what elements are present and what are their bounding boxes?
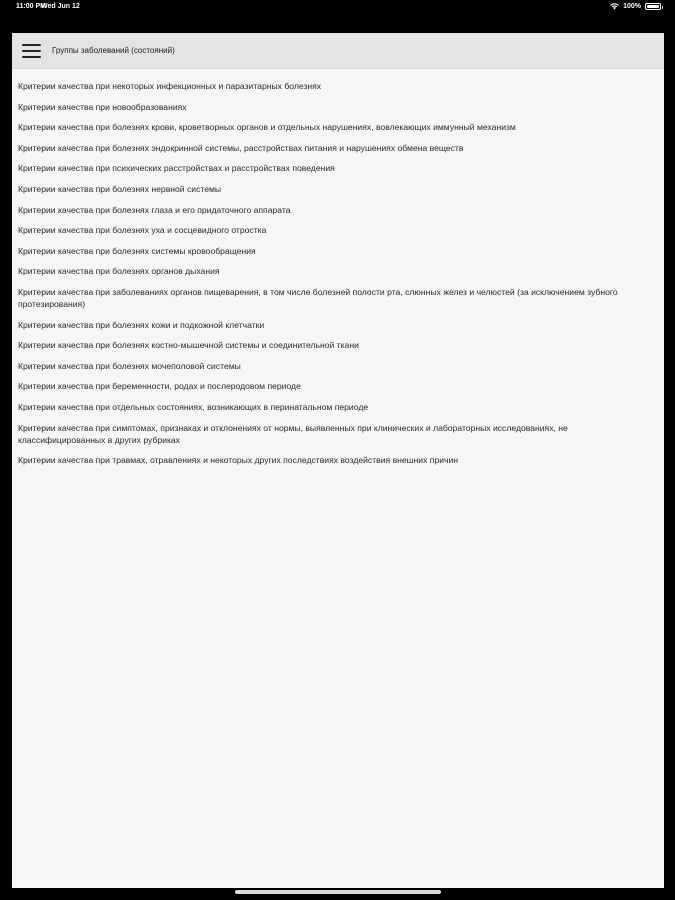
home-indicator[interactable] — [235, 890, 441, 894]
list-item[interactable]: Критерии качества при болезнях крови, кроветворных органов и отдельных нарушениях, вовлекающих иммунный механизм — [18, 122, 516, 133]
status-time: 11:00 PM — [16, 3, 46, 10]
list-item[interactable]: Критерии качества при симптомах, признаках и отклонениях от нормы, выявленных при клинических и лабораторных исследованиях, не классифицированных в других рубриках — [18, 422, 568, 445]
wifi-icon — [610, 3, 619, 10]
list-item[interactable]: Критерии качества при отдельных состояниях, возникающих в перинатальном периоде — [18, 401, 369, 412]
status-date: Wed Jun 12 — [41, 3, 80, 10]
status-indicators — [610, 3, 661, 10]
page-title: Группы заболеваний (состояний) — [52, 46, 175, 55]
status-bar — [0, 0, 675, 16]
list-item[interactable]: Критерии качества при болезнях нервной системы — [18, 183, 222, 194]
list-item[interactable]: Критерии качества при болезнях уха и сосцевидного отростка — [18, 225, 267, 236]
header — [12, 33, 664, 69]
hamburger-menu-icon[interactable] — [22, 44, 41, 58]
list-item[interactable]: Критерии качества при новообразованиях — [18, 101, 187, 112]
disease-group-list — [12, 69, 664, 466]
battery-percent: 100% — [623, 3, 641, 10]
list-item[interactable]: Критерии качества при некоторых инфекционных и паразитарных болезнях — [18, 81, 322, 91]
list-item[interactable]: Критерии качества при болезнях мочеполовой системы — [18, 360, 241, 371]
list-item[interactable]: Критерии качества при болезнях органов дыхания — [18, 266, 220, 277]
app-window — [12, 33, 664, 888]
list-item[interactable]: Критерии качества при болезнях системы кровообращения — [18, 245, 256, 256]
list-item[interactable]: Критерии качества при травмах, отравлениях и некоторых других последствиях воздействия внешних причин — [18, 455, 459, 466]
list-item[interactable]: Критерии качества при болезнях эндокринной системы, расстройствах питания и нарушениях обмена веществ — [18, 142, 464, 153]
list-item[interactable]: Критерии качества при болезнях костно-мышечной системы и соединительной ткани — [18, 340, 359, 351]
list-item[interactable]: Критерии качества при заболеваниях органов пищеварения, в том числе болезней полости рта, слюнных желез и челюстей (за исключением зубного протезирования) — [18, 286, 618, 309]
list-item[interactable]: Критерии качества при психических расстройствах и расстройствах поведения — [18, 163, 335, 174]
list-item[interactable]: Критерии качества при болезнях глаза и его придаточного аппарата — [18, 204, 291, 215]
list-item[interactable]: Критерии качества при болезнях кожи и подкожной клетчатки — [18, 319, 265, 330]
battery-icon — [645, 3, 661, 10]
list-item[interactable]: Критерии качества при беременности, родах и послеродовом периоде — [18, 381, 301, 392]
